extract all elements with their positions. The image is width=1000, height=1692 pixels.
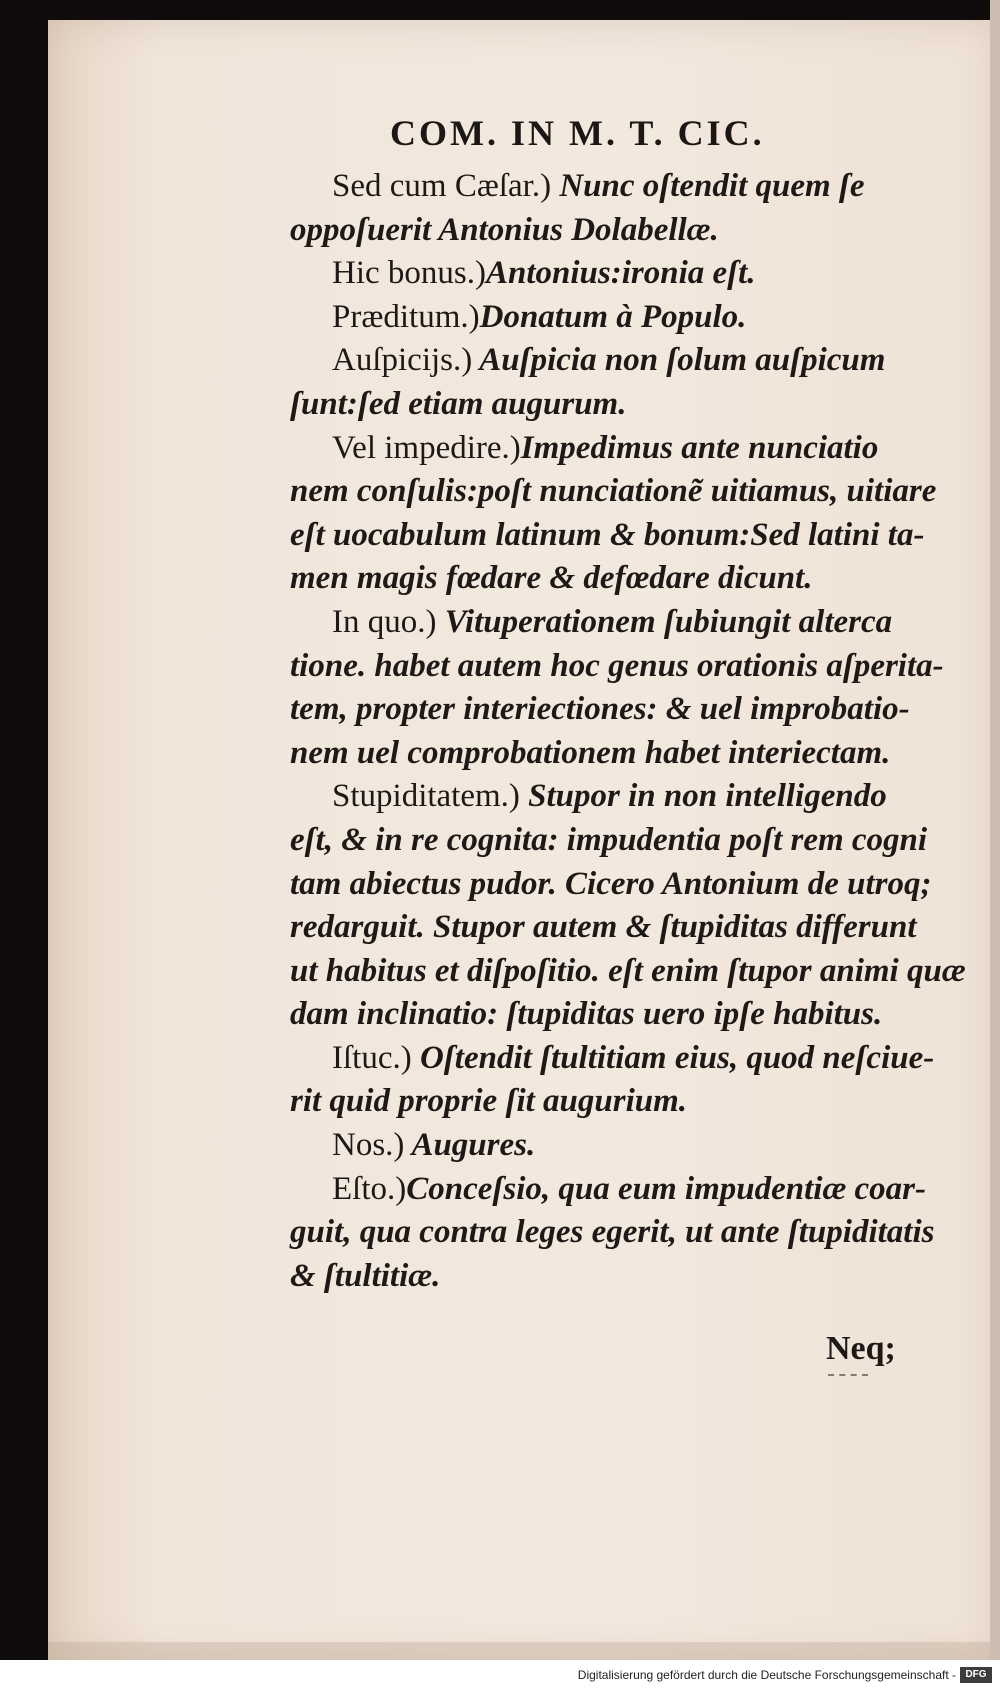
gloss: redarguit. Stupor autem & ſtupiditas differunt <box>290 909 917 946</box>
text-line <box>290 775 960 819</box>
text-line <box>290 819 960 863</box>
lemma: Stupiditatem.) <box>332 778 520 815</box>
gloss: Augures. <box>404 1127 536 1164</box>
gloss: Impedimus ante nunciatio <box>520 429 879 466</box>
text-line <box>290 557 960 601</box>
gloss: eſt, & in re cognita: impudentia poſt rem cogni <box>290 821 928 858</box>
text-line <box>290 296 960 340</box>
text-line <box>290 252 960 296</box>
text-line <box>290 1168 960 1212</box>
gloss: Nunc oſtendit quem ſe <box>551 168 865 204</box>
gloss: ſunt:ſed etiam augurum. <box>290 385 627 422</box>
text-line <box>290 732 960 776</box>
text-line <box>290 1211 960 1255</box>
gloss: guit, qua contra leges egerit, ut ante ſtupiditatis <box>290 1214 935 1251</box>
text-line <box>290 209 960 253</box>
text-line <box>290 165 960 209</box>
text-line <box>290 339 960 383</box>
gloss: men magis fœdare & defœdare dicunt. <box>290 560 813 597</box>
gloss: ut habitus et diſpoſitio. eſt enim ſtupor animi quæ <box>290 952 966 989</box>
gloss: rit quid proprie ſit augurium. <box>290 1083 688 1120</box>
gloss: tem, propter interiectiones: & uel improbatio- <box>290 691 910 728</box>
text-line <box>290 514 960 558</box>
lemma: Vel impedire.) <box>332 429 521 466</box>
gloss: nem conſulis:poſt nunciationẽ uitiamus, uitiare <box>290 473 937 510</box>
lemma: Auſpicijs.) <box>332 342 473 379</box>
gloss: tam abiectus pudor. Cicero Antonium de utroq; <box>290 865 932 902</box>
text-line <box>290 688 960 732</box>
funding-credit: Digitalisierung gefördert durch die Deutsche Forschungsgemeinschaft - <box>577 1668 956 1682</box>
catchword: Neq; <box>826 1330 896 1367</box>
lemma: Eſto.) <box>332 1170 407 1207</box>
text-line <box>290 1255 960 1299</box>
text-line <box>290 1037 960 1081</box>
gloss: tione. habet autem hoc genus orationis aſperita- <box>290 647 944 684</box>
text-line <box>290 470 960 514</box>
commentary-text <box>290 165 966 1298</box>
gloss: Vituperationem ſubiungit alterca <box>436 603 893 640</box>
text-line <box>290 863 960 907</box>
text-line <box>290 645 960 689</box>
text-line <box>290 993 960 1037</box>
gloss: Stupor in non intelligendo <box>519 778 887 815</box>
gloss: Auſpicia non ſolum auſpicum <box>472 342 886 379</box>
lemma: Sed cum Cæſar.) <box>332 168 552 204</box>
text-line <box>290 427 960 471</box>
lemma: Nos.) <box>332 1127 405 1164</box>
gloss: dam inclinatio: ſtupiditas uero ipſe habitus. <box>290 996 883 1033</box>
gloss: Oſtendit ſtultitiam eius, quod neſciue- <box>411 1039 935 1076</box>
gloss: oppoſuerit Antonius Dolabellæ. <box>290 211 719 248</box>
running-head: COM. IN M. T. CIC. <box>390 113 765 153</box>
text-line <box>290 906 960 950</box>
lemma: Præditum.) <box>332 298 480 335</box>
dfg-logo: DFG <box>960 1667 992 1683</box>
text-line <box>290 1080 960 1124</box>
lemma: Iſtuc.) <box>332 1039 412 1076</box>
text-line <box>290 1124 960 1168</box>
lemma: In quo.) <box>332 603 437 640</box>
gloss: Antonius:ironia eſt. <box>485 255 756 292</box>
catchword-rule <box>828 1374 868 1376</box>
gloss: Conceſsio, qua eum impudentiæ coar- <box>406 1170 927 1207</box>
text-line <box>290 601 960 645</box>
gloss: Donatum à Populo. <box>479 298 747 335</box>
lemma: Hic bonus.) <box>332 255 486 292</box>
digitization-footer <box>0 1660 1000 1692</box>
gloss: & ſtultitiæ. <box>290 1257 441 1294</box>
text-line <box>290 950 966 994</box>
gloss: nem uel comprobationem habet interiectam. <box>290 734 891 771</box>
page-edge <box>990 0 1000 1660</box>
text-line <box>290 383 960 427</box>
gloss: eſt uocabulum latinum & bonum:Sed latini ta- <box>290 516 925 553</box>
